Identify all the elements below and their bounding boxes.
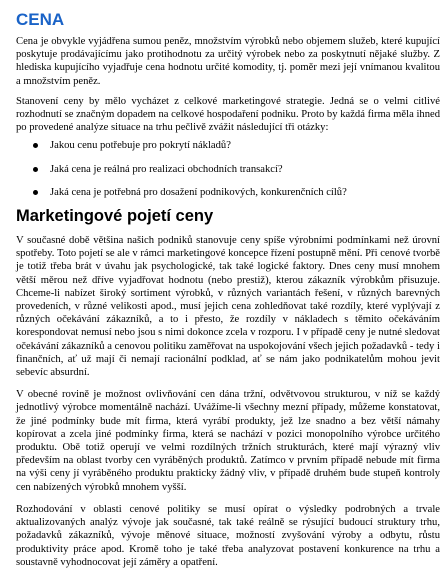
question-text: Jakou cenu potřebuje pro pokrytí nákladů? (50, 140, 231, 152)
paragraph-pricing-policy: Rozhodování v oblasti cenové politiky se musí opírat o výsledky podrobných a trvale aktualizovaných analýz vývoje jak současné, tak také reálně se rýsující budoucí struktury trhu, požadavků zákazníků, vývoje měnové situace, možností zvyšování výroby a odbytu, růstu produktivity práce apod. Kromě toho je také třeba analyzovat postavení konkurence na trhu a soustavně vyhodnocovat její záměry a opatření. (16, 503, 440, 568)
list-item (16, 139, 440, 152)
document-page (16, 0, 440, 569)
paragraph-market-structure: V obecné rovině je možnost ovlivňování cen dána tržní, odvětvovou strukturou, v níž se každý jednotlivý výrobce momentálně nachází. Uvážíme-li všechny mezní případy, můžeme konstatovat, že jiné podmínky bude mít firma, která vyrábí produkty, jež lze snadno a bez větší námahy kopírovat a zcela jiné podmínky firma, která se nachází v pozici monopolního výrobce určitého produktu. Obě totiž operují ve velmi rozdílných tržních strukturách, které mají výrazný vliv především na oblast tvorby cen vyráběných produktů. Zatímco v prvním případě nebude mít firma na výši ceny jí vyráběného produktu prakticky žádný vliv, v případě druhém bude stupeň kontroly cen nabízených výrobků mnohem vyšší. (16, 389, 440, 493)
paragraph-price-strategy: Stanovení ceny by mělo vycházet z celkové marketingové strategie. Jedná se o velmi citlivé rozhodnutí se značným dopadem na celkové hospodaření podniku. Proto by každá firma měla ihned po provedené analýze situace na trhu pečlivě zvážit následující tři otázky: (16, 95, 440, 134)
paragraph-marketing-concept: V současné době většina našich podniků stanovuje ceny spíše výrobními podmínkami než úrovní spotřeby. Toto pojetí se ale v rámci marketingové koncepce řízení postupně mění. Při cenové tvorbě je totiž třeba brát v úvahu jak psychologické, tak také logické faktory. Dnes ceny musí mnohem větší měrou než dříve vyjadřovat hodnotu (nebo prestiž), kterou zákazník výrobkům přisuzuje. Chceme-li nabízet široký sortiment výrobků, v různých variantách řešení, v různých barevných provedeních, v různé velikosti apod., musí jejich cena zohledňovat také rozdíly, které vyplývají z různých očekávání zákazníků, a to i přesto, že rozdíly v nákladech s těmito očekáváním korespondovat nemusí nebo jsou s nimi dokonce zcela v rozporu. I v případě ceny je nutné sledovat očekávání zákazníků a cenovou politiku zaměřovat na uspokojování všech jejich požadavků - tedy i finančních, ať už mají či nemají racionální podklad, ať se nám jako podnikatelům mohou jevit sebevíc absurdní. (16, 235, 440, 379)
questions-list (16, 139, 440, 199)
question-text: Jaká cena je potřebná pro dosažení podnikových, konkurenčních cílů? (50, 186, 347, 198)
list-item (16, 163, 440, 176)
bullet-icon (33, 143, 38, 148)
bullet-icon (33, 190, 38, 195)
list-item (16, 186, 440, 199)
section-heading-marketing: Marketingové pojetí ceny (16, 207, 214, 226)
bullet-icon (33, 167, 38, 172)
section-heading-cena: CENA (16, 10, 65, 29)
question-text: Jaká cena je reálná pro realizaci obchodních transakcí? (50, 163, 283, 175)
paragraph-price-definition: Cena je obvykle vyjádřena sumou peněz, množstvím výrobků nebo objemem služeb, které kupující poskytuje prodávajícímu jako protihodnotu za určitý výrobek nebo za poskytnutí nějaké služby. Z hlediska kupujícího vyjadřuje cena hodnotu určité komodity, tj. poměr mezi její vnímanou kvalitou a množstvím peněz. (16, 36, 440, 87)
